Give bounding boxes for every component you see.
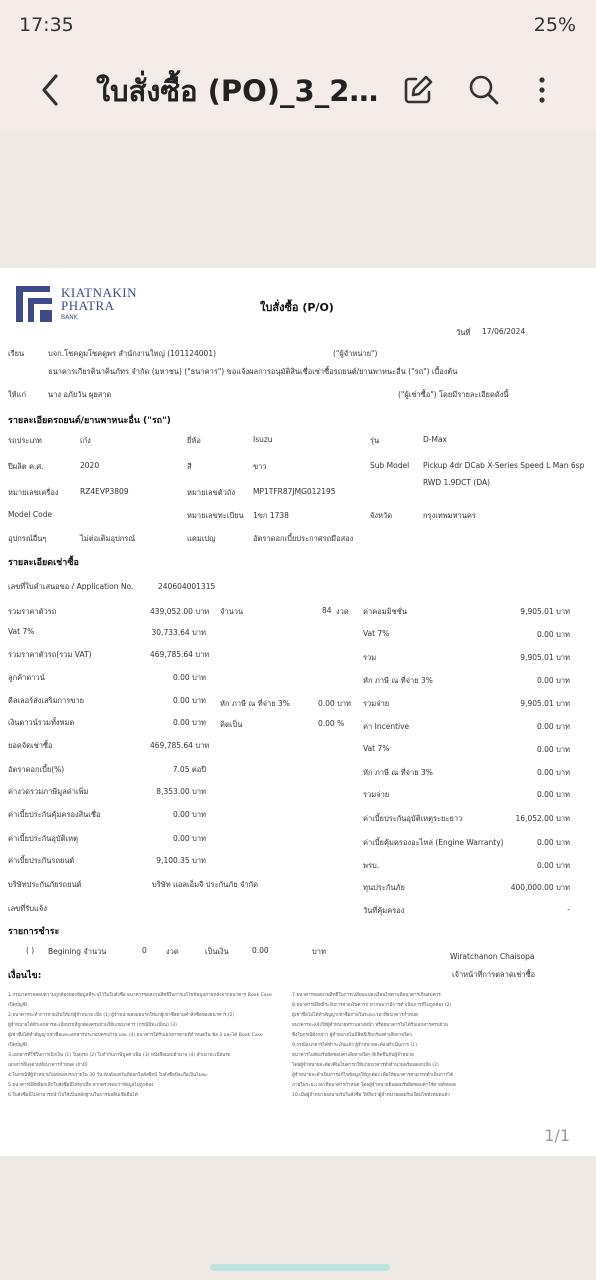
lease-row-value: 0.00 บาท	[173, 673, 206, 682]
fee-row-label: รวมจ่าย	[363, 699, 390, 708]
logo-subtext: BANK	[61, 314, 78, 321]
kiatnakin-logo-icon	[14, 284, 56, 324]
fee-row-value: 9,905.01 บาท	[520, 653, 570, 662]
app-no-value: 240604001315	[158, 582, 216, 591]
to-label: เรียน	[8, 349, 25, 358]
car-brand-label: ยี่ห้อ	[187, 436, 201, 445]
fee-row-label: ค่าคอมมิชชั่น	[363, 607, 407, 616]
lease-row-value: 469,785.64 บาท	[150, 650, 210, 659]
condition-item: (ปิดบัญชี)	[8, 1043, 28, 1048]
fee-row-label: พรบ.	[363, 861, 380, 870]
lease-row-value: 30,733.64 บาท	[151, 628, 206, 637]
chassis-value: MP1TFR87JMG012195	[253, 487, 336, 496]
fee-row-label: ค่าเบี้ยประกันอุบัติเหตุระยะยาว	[363, 814, 463, 823]
app-bar	[0, 52, 596, 130]
fee-row-label: วันที่คุ้มครอง	[363, 906, 405, 915]
fee-row-value: 0.00 บาท	[537, 722, 570, 731]
status-bar	[0, 0, 596, 52]
lease-row-value: บริษัท แอลเอ็มจี ประกันภัย จำกัด	[152, 880, 259, 889]
lease-row-label: ยอดจัดเช่าซื้อ	[8, 741, 53, 750]
lease-row-value: 7.05 ต่อปี	[172, 765, 206, 774]
accessory-label: อุปกรณ์อื่นๆ	[8, 534, 47, 543]
fee-row-label: Vat 7%	[363, 629, 390, 638]
lease-row-value: 0.00 บาท	[173, 810, 206, 819]
car-submodel-label: Sub Model	[370, 461, 410, 470]
lease-row-value: 9,100.35 บาท	[156, 856, 206, 865]
buyer-label: ("ผู้เช่าซื้อ") โดยมีรายละเอียดดังนี้	[398, 390, 509, 399]
date-value: 17/06/2024	[482, 327, 526, 336]
fee-row-value: 9,905.01 บาท	[520, 607, 570, 616]
edit-icon[interactable]	[394, 66, 442, 114]
condition-item: ภายในระยะเวลาที่ธนาคารกำหนด โดยผู้จำหน่ายยินยอมรับผิดชอบค่าใช้จ่ายทั้งหมด	[292, 1083, 456, 1088]
lease-row-label: เลขที่รับแจ้ง	[8, 904, 47, 913]
payment-count: 0	[142, 946, 147, 955]
customer-value: นาง อภัยวัน ผุยสาด	[48, 390, 112, 399]
condition-item: ผู้จำหน่ายได้ทำเอกสารทะเบียนรถที่ถูกต้องครบถ้วนให้แก่ธนาคาร (กรณีมีทะเบียน) (3)	[8, 1023, 177, 1028]
condition-item: 8.ธนาคารมีสิทธิ์ระงับการจ่ายเงินค่ารถ หากพบว่ามีการดำเนินการที่ไม่ถูกต้อง (2)	[292, 1003, 452, 1008]
condition-item: 2.ธนาคารจะทำการจ่ายเงินให้แก่ผู้จำหน่าย เมื่อ (1) ผู้จำหน่ายส่งมอบรถให้แก่ผู้เช่าซื้อตามคำสั่งซื้อของธนาคาร (2)	[8, 1013, 235, 1018]
fee-row-value: -	[567, 905, 570, 914]
payment-money: 0.00	[252, 946, 269, 955]
fee-row-label: หัก ภาษี ณ ที่จ่าย 3%	[363, 676, 433, 685]
condition-item: 5.ธนาคารมีสิทธิ์ยกเลิกใบสั่งซื้อนี้ได้ทุกเมื่อ หากตรวจพบว่าข้อมูลไม่ถูกต้อง	[8, 1083, 154, 1088]
model-code-label: Model Code	[8, 510, 53, 519]
wht-value: 0.00 บาท	[318, 699, 351, 708]
accessory-value: ไม่ต่อเติมอุปกรณ์	[80, 534, 136, 543]
lease-row-label: รวมราคาตัวรถ(รวม VAT)	[8, 650, 92, 659]
lease-row-value: 469,785.64 บาท	[150, 741, 210, 750]
plate-label: หมายเลขทะเบียน	[187, 511, 244, 520]
fee-row-value: 0.00 บาท	[537, 790, 570, 799]
status-time: 17:35	[19, 14, 74, 36]
condition-item: 10.เมื่อผู้จำหน่ายลงนามรับใบสั่งซื้อ ให้ถือว่าผู้จำหน่ายยอมรับเงื่อนไขทั้งหมดแล้ว	[292, 1093, 450, 1098]
pct-label: คิดเป็น	[220, 720, 243, 729]
lease-row-value: 0.00 บาท	[173, 696, 206, 705]
date-label: วันที่	[456, 328, 471, 337]
lease-row-label: ค่าเบี้ยประกันคุ้มครองสินเชื่อ	[8, 810, 101, 819]
lease-row-label: Vat 7%	[8, 627, 35, 636]
home-indicator[interactable]	[210, 1264, 390, 1271]
fee-row-value: 400,000.00 บาท	[510, 883, 570, 892]
condition-item: ซึ่งในกรณีดังกล่าว ผู้จำหน่ายไม่มีสิทธิ์เรียกร้องค่าเสียหายใดๆ	[292, 1033, 412, 1038]
pct-value: 0.00 %	[318, 719, 345, 728]
logo-text: KIATNAKIN PHATRA	[61, 285, 137, 313]
term-value: 84	[322, 606, 332, 615]
condition-item: 9.กรณีธนาคารได้ชำระเงินแล้ว ผู้จำหน่ายจะต้องดำเนินการ (1)	[292, 1043, 417, 1048]
seller-label: ("ผู้จำหน่าย")	[333, 349, 378, 358]
car-type-label: รถประเภท	[8, 436, 42, 445]
car-brand-value: Isuzu	[253, 435, 273, 444]
page-counter: 1/1	[544, 1126, 570, 1145]
fee-row-value: 9,905.01 บาท	[520, 699, 570, 708]
lease-row-label: รวมราคาตัวรถ	[8, 607, 57, 616]
po-document-page[interactable]	[0, 268, 596, 1156]
wht-label: หัก ภาษี ณ ที่จ่าย 3%	[220, 699, 290, 708]
car-submodel-value-2: RWD 1.9DCT (DA)	[423, 478, 491, 487]
condition-item: ธนาคารไม่ต้องรับผิดชอบค่าเสียหายใดๆ ที่เกิดขึ้นกับผู้จำหน่าย	[292, 1053, 414, 1058]
lease-row-label: ค่าเบี้ยประกันรถยนต์	[8, 856, 75, 865]
payment-section-title: รายการชำระ	[8, 927, 60, 937]
officer-title: เจ้าหน้าที่การตลาดเช่าซื้อ	[452, 970, 536, 979]
officer-name: Wiratchanon Chaisopa	[450, 952, 535, 961]
chassis-label: หมายเลขตัวถัง	[187, 488, 236, 497]
payment-unit: งวด	[166, 947, 179, 956]
car-submodel-value: Pickup 4dr DCab X-Series Speed L Man 6sp	[423, 461, 585, 470]
car-color-value: ขาว	[253, 462, 267, 471]
fee-row-value: 0.00 บาท	[537, 745, 570, 754]
lease-section-title: รายละเอียดเช่าซื้อ	[8, 558, 79, 568]
payment-label: Begining จำนวน	[48, 947, 107, 956]
fee-row-value: 0.00 บาท	[537, 630, 570, 639]
po-title: ใบสั่งซื้อ (P/O)	[260, 301, 334, 314]
payment-baht: บาท	[312, 947, 326, 956]
fee-row-label: ค่าเบี้ยคุ้มครองอะไหล่ (Engine Warranty)	[363, 838, 504, 847]
lease-row-label: บริษัทประกันภัยรถยนต์	[8, 880, 82, 889]
condition-item: 4.ในกรณีที่ผู้จำหน่ายไม่ส่งมอบรถภายใน 30 วัน นับตั้งแต่วันที่ออกใบสั่งซื้อนี้ ใบสั่งซื้อนี้จะถือเป็นโมฆะ	[8, 1073, 208, 1078]
fee-row-value: 0.00 บาท	[537, 768, 570, 777]
car-color-label: สี	[187, 462, 192, 471]
campaign-value: อัตราดอกเบี้ยประกาศรถมือสอง	[253, 534, 354, 543]
lease-row-label: ค่าเบี้ยประกันอุบัติเหตุ	[8, 834, 78, 843]
condition-item: ผู้เช่าซื้อไม่ได้ทำสัญญาเช่าซื้อภายในระยะเวลาที่ธนาคารกำหนด	[292, 1013, 418, 1018]
fee-row-label: ทุนประกันภัย	[363, 883, 405, 892]
car-type-value: เก๋ง	[80, 436, 91, 445]
lease-row-value: 8,353.00 บาท	[156, 787, 206, 796]
payment-checkbox[interactable]: ( )	[26, 946, 35, 955]
condition-item: ผู้จำหน่ายจะดำเนินการแก้ไขข้อมูลให้ถูกต้อง เพื่อให้ธนาคารสามารถดำเนินการได้	[292, 1073, 454, 1078]
fee-row-value: 0.00 บาท	[537, 838, 570, 847]
document-title: ใบสั่งซื้อ (PO)_3_2…	[96, 74, 379, 108]
back-arrow-icon[interactable]	[28, 66, 76, 114]
lease-row-label: อัตราดอกเบี้ย(%)	[8, 765, 65, 774]
car-model-value: D-Max	[423, 435, 447, 444]
fee-row-label: ค่า Incentive	[363, 722, 410, 731]
conditions-title: เงื่อนไข:	[8, 971, 42, 981]
fee-row-label: รวม	[363, 653, 377, 662]
search-icon[interactable]	[460, 66, 508, 114]
fee-row-value: 0.00 บาท	[537, 861, 570, 870]
condition-item: 6.ใบสั่งซื้อนี้ไม่สามารถนำไปใช้เป็นหลักฐานในการขอสินเชื่ออื่นได้	[8, 1093, 138, 1098]
condition-item: ผู้เช่าซื้อได้ทำสัญญาเช่าซื้อและเอกสารประกอบครบถ้วน และ (4) ธนาคารได้รับเอกสารตามที่กำหนดใน ข้อ 3 และได้ Book Case	[8, 1033, 263, 1038]
plate-value: 1ขก 1738	[253, 511, 289, 520]
condition-item: ธนาคารจะแจ้งให้ผู้จำหน่ายทราบล่วงหน้า หรือธนาคารไม่ได้รับเอกสารครบถ้วน	[292, 1023, 449, 1028]
condition-item: โดยผู้จำหน่ายจะต้องคืนเงินค่ารถให้แก่ธนาคารทั้งจำนวนพร้อมดอกเบี้ย (2)	[292, 1063, 439, 1068]
condition-item: (ปิดบัญชี)	[8, 1003, 28, 1008]
intro-text: ธนาคารเกียรตินาคินภัทร จำกัด (มหาชน) ("ธนาคาร") ขอแจ้งผลการอนุมัติสินเชื่อเช่าซื้อรถยนต์/ยานพาหนะอื่น ("รถ") เบื้องต้น	[48, 367, 458, 376]
lease-row-label: ลูกค้าดาวน์	[8, 673, 45, 682]
engine-label: หมายเลขเครื่อง	[8, 488, 59, 497]
fee-row-label: หัก ภาษี ณ ที่จ่าย 3%	[363, 768, 433, 777]
province-value: กรุงเทพมหานคร	[423, 511, 476, 520]
lease-row-label: เงินดาวน์รวมทั้งหมด	[8, 718, 75, 727]
fee-row-value: 0.00 บาท	[537, 676, 570, 685]
lease-row-value: 0.00 บาท	[173, 834, 206, 843]
condition-item: 3.เอกสารที่ใช้ในการเบิกเงิน (1) ใบส่งรถ (2) ใบกำกับภาษีมูลค่าเพิ่ม (3) หนังสือมอบอำนาจ (4) สำเนาทะเบียนรถ	[8, 1053, 231, 1058]
province-label: จังหวัด	[370, 511, 393, 520]
lease-row-label: ค่างวดรวมภาษีมูลค่าเพิ่ม	[8, 787, 89, 796]
fee-row-label: Vat 7%	[363, 744, 390, 753]
app-no-label: เลขที่ใบคำเสนอขอ / Application No.	[8, 582, 134, 591]
fee-row-value: 16,052.00 บาท	[515, 814, 570, 823]
fee-row-label: รวมจ่าย	[363, 790, 390, 799]
condition-item: 7.ธนาคารขอสงวนสิทธิ์ในการเปลี่ยนแปลงเงื่อนไขตามที่ธนาคารเห็นสมควร	[292, 993, 441, 998]
car-year-value: 2020	[80, 461, 100, 470]
payment-money-label: เป็นเงิน	[205, 947, 229, 956]
car-year-label: ปีผลิต ค.ศ.	[8, 462, 44, 471]
engine-value: RZ4EVP3809	[80, 487, 129, 496]
term-unit: งวด	[336, 607, 349, 616]
lease-row-label: ดีลเลอร์ส่งเสริมการขาย	[8, 696, 85, 705]
to-value: บจก.โชคดูมโชคดูพร สำนักงานใหญ่ (101124001)	[48, 349, 217, 358]
customer-label: ให้แก่	[8, 390, 26, 399]
lease-row-value: 439,052.00 บาท	[150, 607, 210, 616]
car-section-title: รายละเอียดรถยนต์/ยานพาหนะอื่น ("รถ")	[8, 416, 171, 426]
more-vert-icon[interactable]	[518, 66, 566, 114]
lease-row-value: 0.00 บาท	[173, 718, 206, 727]
battery-level: 25%	[533, 14, 576, 36]
condition-item: เอกสารอื่นๆตามที่ธนาคารกำหนด (ถ้ามี)	[8, 1063, 88, 1068]
campaign-label: แคมเปญ	[187, 534, 216, 543]
term-label: จำนวน	[220, 607, 244, 616]
car-model-label: รุ่น	[370, 436, 380, 445]
condition-item: 1.กรุณาตรวจสอบความถูกต้องของข้อมูลที่ระบุไว้ในใบสั่งซื้อ ธนาคารขอสงวนสิทธิ์ในการแก้ไขข้อมูลภายหลังจากธนาคาร Book Case	[8, 993, 272, 998]
